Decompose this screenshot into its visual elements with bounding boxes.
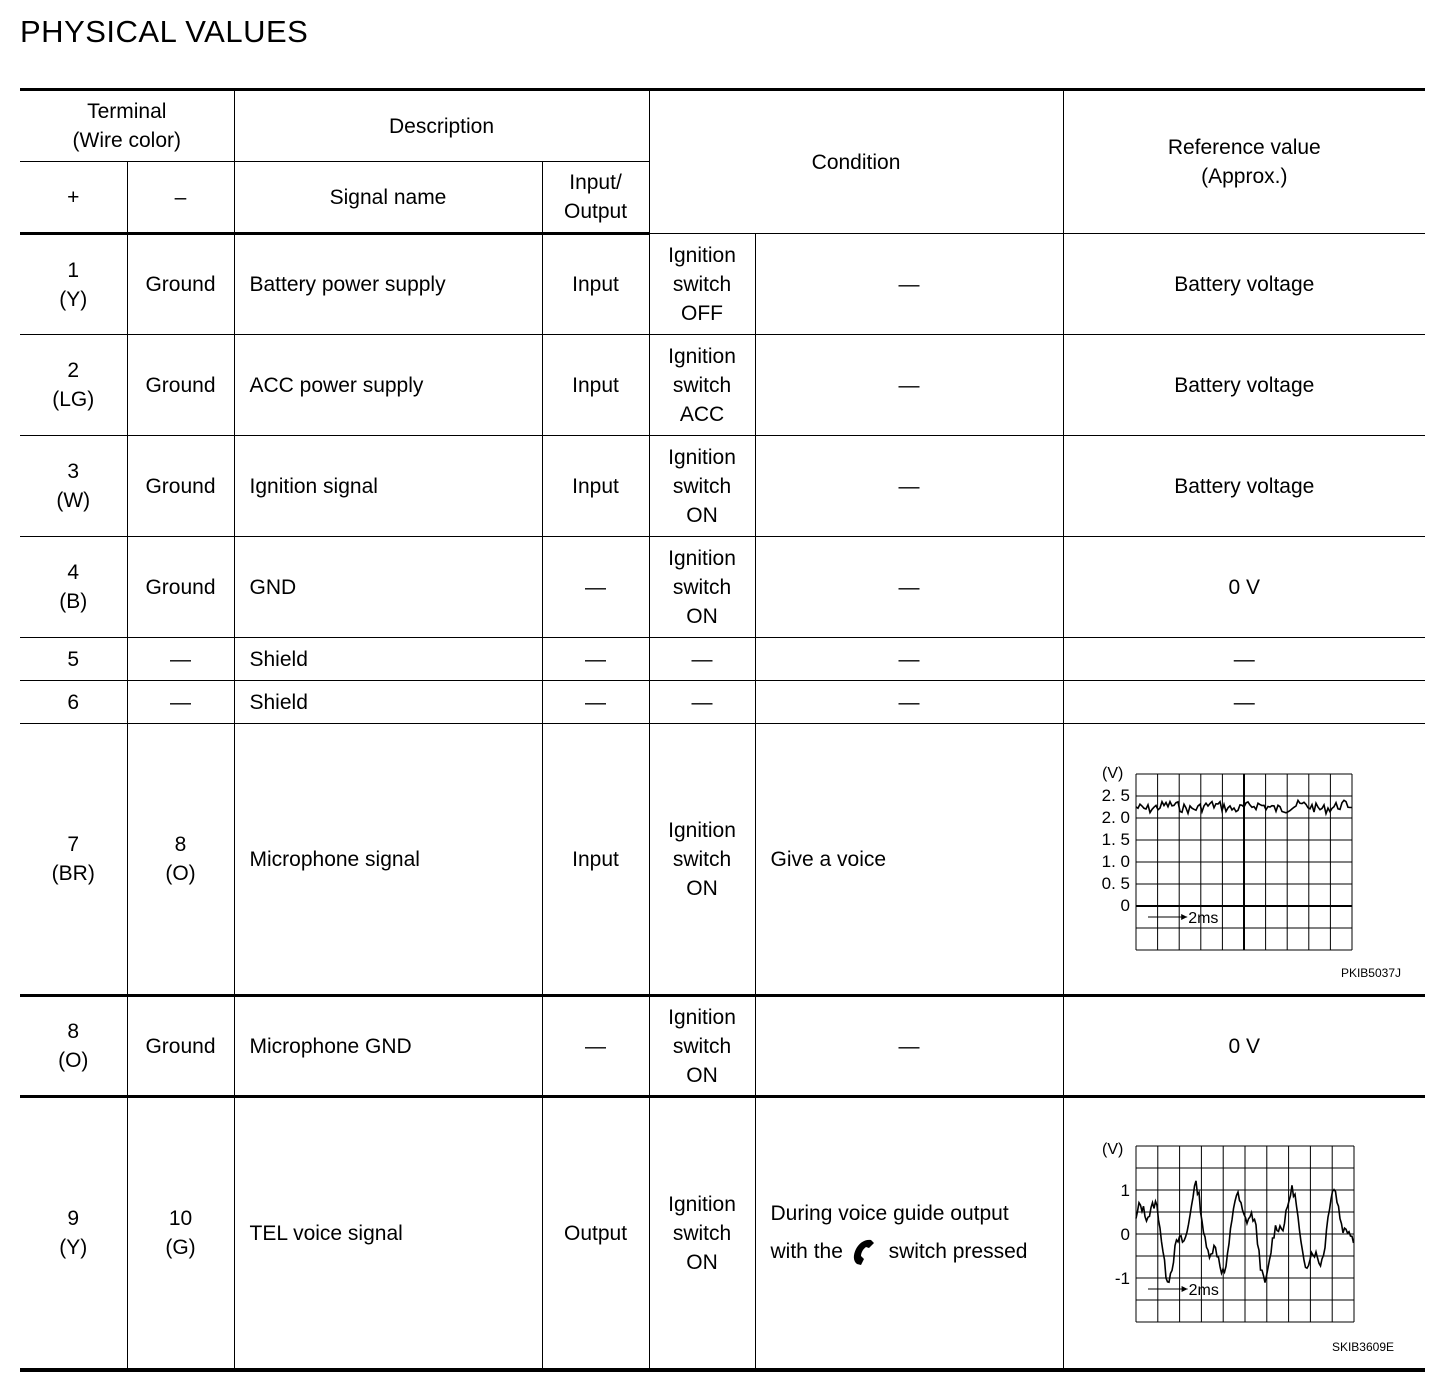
terminal-header: Terminal (Wire color) [20, 90, 234, 162]
table-row: 5 — Shield — — — — [20, 638, 1425, 681]
tick-label: 1. 5 [1101, 830, 1130, 849]
table-row: 4 (B) Ground GND — Ignition switch ON — 0 V [20, 537, 1425, 638]
plus-header: + [20, 162, 127, 234]
table-row: 7 (BR) 8 (O) Microphone signal Input Ignition switch ON Give a voice (V) 2. 5 2. 0 1. 5 1. 0 0. 5 0 2ms PKIB5037J [20, 724, 1425, 996]
description-header: Description [234, 90, 649, 162]
tick-label: 0. 5 [1101, 874, 1130, 893]
tel-voice-waveform-cell [1063, 1097, 1425, 1371]
figure-code: PKIB5037J [1340, 966, 1401, 980]
figure-code: SKIB3609E [1331, 1340, 1394, 1354]
tick-label: 1 [1120, 1181, 1130, 1200]
period-label: 2ms [1187, 910, 1218, 927]
tel-voice-signal-waveform [1064, 1098, 1426, 1360]
tick-label: 0 [1120, 896, 1130, 915]
tick-label: 2. 0 [1101, 808, 1130, 827]
page-title: PHYSICAL VALUES [20, 14, 309, 49]
period-arrow [1181, 1286, 1187, 1292]
microphone-waveform-cell [1063, 724, 1425, 996]
table-row: 3 (W) Ground Ignition signal Input Ignition switch ON — Battery voltage [20, 436, 1425, 537]
period-label: 2ms [1188, 1282, 1219, 1299]
axis-unit: (V) [1101, 765, 1123, 782]
table-row: 1 (Y) Ground Battery power supply Input Ignition switch OFF — Battery voltage [20, 234, 1425, 335]
minus-header: – [127, 162, 234, 234]
table-row: 2 (LG) Ground ACC power supply Input Ignition switch ACC — Battery voltage [20, 335, 1425, 436]
physical-values-table [20, 88, 1425, 1372]
phone-handset-icon [849, 1237, 883, 1267]
table-row: 9 (Y) 10 (G) TEL voice signal Output Ignition switch ON During voice guide output with the switch pressed (V) 1 0 -1 2ms SKIB3609E [20, 1097, 1425, 1371]
tick-label: 2. 5 [1101, 786, 1130, 805]
axis-unit: (V) [1101, 1141, 1123, 1158]
condition-header: Condition [649, 90, 1063, 234]
microphone-signal-waveform [1064, 724, 1426, 986]
table-row: 6 — Shield — — — — [20, 681, 1425, 724]
table-row: 8 (O) Ground Microphone GND — Ignition switch ON — 0 V [20, 996, 1425, 1097]
tick-label: -1 [1114, 1269, 1130, 1288]
input-output-header: Input/ Output [542, 162, 649, 234]
reference-value-header: Reference value (Approx.) [1063, 90, 1425, 234]
period-arrow [1181, 914, 1187, 920]
tick-label: 0 [1120, 1225, 1130, 1244]
signal-name-header: Signal name [234, 162, 542, 234]
tick-label: 1. 0 [1101, 852, 1130, 871]
